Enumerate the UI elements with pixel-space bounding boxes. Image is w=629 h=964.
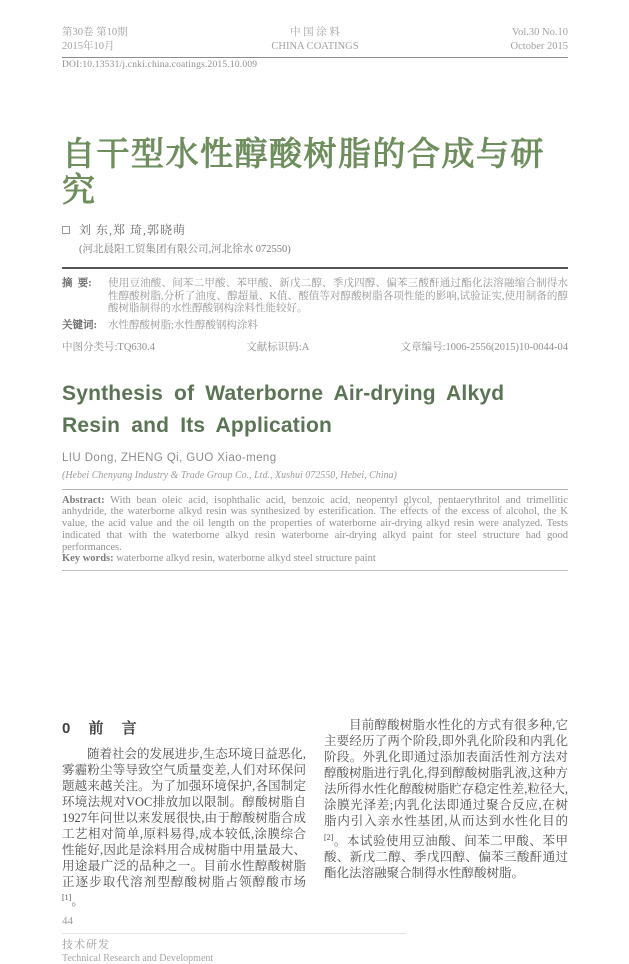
article-title-cn: 自干型水性醇酸树脂的合成与研究 <box>62 135 545 208</box>
intro-left-text: 随着社会的发展进步,生态环境日益恶化,雾霾粉尘等导致空气质量变差,人们对环保问题越来越关注。为了加强环境保护,各国制定环境法规对VOC排放加以限制。醇酸树脂自1927年问世以来发展很快,由于醇酸树脂合成工艺相对简单,原料易得,成本较低,涂膜综合性能好,因此是涂料用合成树脂中用量最大、用途最广泛的品种之一。目前水性醇酸树脂正逐步取代溶剂型醇酸树脂占领醇酸市场 <box>62 747 306 889</box>
section-heading-intro: 0 前 言 <box>62 720 144 738</box>
date-cn: 2015年10月 <box>62 41 115 52</box>
abstract-en-label: Abstract: <box>62 494 105 506</box>
page-footer <box>62 915 568 964</box>
footer-section-en: Technical Research and Development <box>62 952 214 964</box>
journal-name-cn: 中 国 涂 料 <box>290 27 340 38</box>
affiliation-cn: (河北晨阳工贸集团有限公司,河北徐水 072550) <box>79 244 291 255</box>
author-marker-icon <box>62 226 70 234</box>
document-code: 文献标识码:A <box>246 341 310 353</box>
keywords-cn <box>62 319 568 332</box>
english-block-divider <box>62 489 568 490</box>
volume-issue-en: Vol.30 No.10 <box>511 27 568 38</box>
citation-ref-2: [2] <box>324 832 334 842</box>
authors-row <box>62 221 568 238</box>
abstract-en <box>62 495 568 554</box>
body-column-right <box>324 717 568 910</box>
keywords-en-label: Key words: <box>62 553 114 565</box>
intro-right-text: 目前醇酸树脂水性化的方式有很多种,它主要经历了两个阶段,即外乳化阶段和内乳化阶段。外乳化即通过添加表面活性剂方法对醇酸树脂进行乳化,得到醇酸树脂乳液,这种方法所得水性化醇酸树脂贮存稳定性差,粒径大,涂膜光泽差;内乳化法即通过聚合反应,在树脂内引入亲水性基团,从而达到水性化目的 <box>324 718 568 828</box>
intro-paragraph-right <box>324 718 568 881</box>
footer-divider <box>62 933 406 934</box>
keywords-en-text: waterborne alkyd resin, waterborne alkyd steel structure paint <box>113 553 376 565</box>
abstract-cn <box>62 278 568 316</box>
header-volume-issue <box>62 26 271 54</box>
journal-name-en: CHINA COATINGS <box>271 41 359 52</box>
body-column-left <box>62 717 306 910</box>
intro-right-text2: 。本试验使用豆油酸、间苯二甲酸、苯甲酸、新戊二醇、季戊四醇、偏苯三酸酐通过酯化法溶融聚合制得水性醇酸树脂。 <box>324 833 568 880</box>
header-volume-issue-en <box>359 26 568 54</box>
keywords-cn-text: 水性醇酸树脂;水性醇酸钢构涂料 <box>108 319 258 331</box>
article-title-en: Synthesis of Waterborne Air-drying Alkyd Resin and Its Application <box>62 381 505 437</box>
volume-issue-cn: 第30卷 第10期 <box>62 27 128 38</box>
keywords-cn-label: 关键词: <box>62 319 97 331</box>
authors-en: LIU Dong, ZHENG Qi, GUO Xiao-meng <box>62 451 277 464</box>
footer-section-cn: 技术研发 <box>62 938 110 951</box>
header-divider <box>62 57 568 58</box>
abstract-cn-label: 摘 要: <box>62 278 92 289</box>
intro-left-period: 。 <box>71 894 84 909</box>
date-en: October 2015 <box>510 41 568 52</box>
abstract-en-text: With bean oleic acid, isophthalic acid, benzoic acid, neopentyl glycol, pentaerythritol and trimellitic anhydride, the waterborne alkyd resin was synthesized by esterification. The effects of the excess of alcohol, the K value, the acid value and the oil length on the properties of waterborne air-drying alkyd resin were analyzed. Tests indicated that with the waterborne alkyd resin waterborne air-drying alkyd paint for steel structure had good performances. <box>62 494 568 553</box>
header-journal-name <box>271 26 358 54</box>
article-body <box>62 717 568 910</box>
keywords-en <box>62 553 568 565</box>
article-id: 文章编号:1006-2556(2015)10-0044-04 <box>400 341 568 353</box>
abstract-bottom-divider <box>62 570 568 571</box>
journal-header <box>62 26 568 54</box>
clc-number: 中图分类号:TQ630.4 <box>62 341 156 353</box>
abstract-cn-text: 使用豆油酸、间苯二甲酸、苯甲酸、新戊二醇、季戊四醇、偏苯三酸酐通过酯化法溶融缩合制得水性醇酸树脂,分析了油度、醇超量、K值、酸值等对醇酸树脂各项性能的影响,试验证实,使用制备的醇酸树脂制得的水性醇酸钢构涂料性能较好。 <box>108 278 568 314</box>
page-number: 44 <box>62 914 73 927</box>
doi-line: DOI:10.13531/j.cnki.china.coatings.2015.10.009 <box>62 60 258 70</box>
affiliation-en: (Hebei Chenyang Industry & Trade Group Co., Ltd., Xushui 072550, Hebei, China) <box>62 469 397 481</box>
citation-ref-1: [1] <box>62 893 72 903</box>
intro-paragraph-left <box>62 747 306 910</box>
article-meta-row <box>62 339 568 354</box>
authors-cn: 刘 东,郑 琦,郭晓萌 <box>79 223 187 237</box>
title-block-divider <box>62 267 568 269</box>
